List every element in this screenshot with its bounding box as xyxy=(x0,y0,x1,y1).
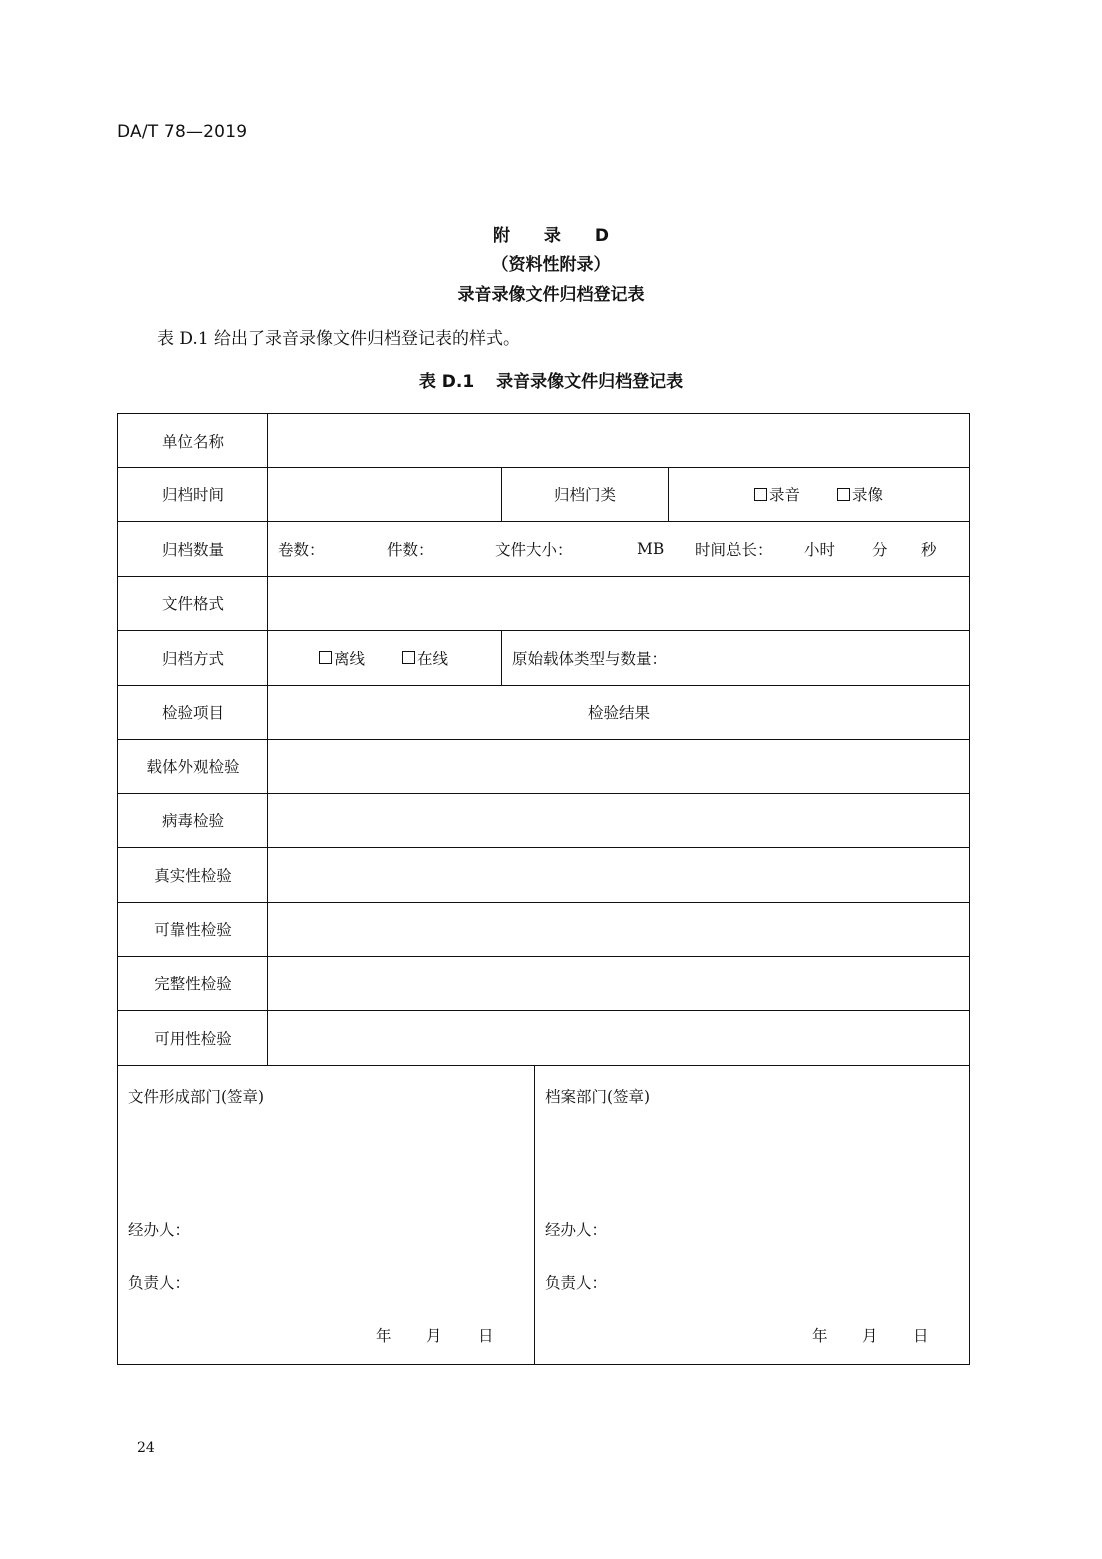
option-video-label: 录像 xyxy=(852,486,884,504)
field-unit-name[interactable] xyxy=(268,414,970,467)
label-file-format: 文件格式 xyxy=(161,595,224,613)
label-check-appearance: 载体外观检验 xyxy=(146,758,240,776)
checkbox-icon xyxy=(402,651,415,664)
field-archive-time[interactable] xyxy=(268,467,501,521)
right-date-year: 年 xyxy=(812,1327,828,1345)
appendix-type: （资料性附录） xyxy=(491,255,611,275)
label-seconds: 秒 xyxy=(921,540,937,559)
appendix-name: 录音录像文件归档登记表 xyxy=(457,285,645,305)
label-check-virus: 病毒检验 xyxy=(161,812,224,830)
row-divider xyxy=(118,1065,969,1066)
label-check-result: 检验结果 xyxy=(587,704,650,722)
option-offline[interactable] xyxy=(319,630,365,685)
option-online[interactable] xyxy=(402,630,448,685)
table-caption xyxy=(0,367,1102,392)
label-total-duration: 时间总长： xyxy=(695,540,773,559)
label-check-reliability: 可靠性检验 xyxy=(154,921,232,939)
option-audio-label: 录音 xyxy=(769,486,801,504)
checkbox-icon xyxy=(837,488,850,501)
label-archive-time: 归档时间 xyxy=(161,486,224,504)
right-responsible-label: 负责人： xyxy=(545,1274,608,1292)
left-dept-seal-label: 文件形成部门(签章) xyxy=(128,1088,265,1106)
label-items: 件数： xyxy=(387,540,434,559)
left-responsible-label: 负责人： xyxy=(128,1274,191,1292)
label-archive-method: 归档方式 xyxy=(161,649,224,668)
left-date-month: 月 xyxy=(426,1327,442,1345)
label-hours: 小时 xyxy=(804,540,836,559)
field-file-format[interactable] xyxy=(268,576,970,630)
label-archive-quantity: 归档数量 xyxy=(161,540,224,559)
right-date-month: 月 xyxy=(862,1327,878,1345)
label-check-item: 检验项目 xyxy=(161,704,224,722)
table-caption-title: 录音录像文件归档登记表 xyxy=(496,372,684,392)
intro-paragraph: 表 D.1 给出了录音录像文件归档登记表的样式。 xyxy=(157,329,521,349)
signature-divider xyxy=(534,1065,535,1365)
label-mb: MB xyxy=(637,539,665,558)
appendix-title: 附 录 D xyxy=(493,226,623,246)
label-archive-category: 归档门类 xyxy=(553,486,616,504)
right-dept-seal-label: 档案部门(签章) xyxy=(545,1088,651,1106)
label-check-authenticity: 真实性检验 xyxy=(154,866,232,885)
table-caption-number: 表 D.1 xyxy=(418,372,475,392)
option-audio[interactable] xyxy=(754,467,800,521)
left-date-year: 年 xyxy=(376,1327,392,1345)
label-unit-name: 单位名称 xyxy=(161,432,224,451)
label-minutes: 分 xyxy=(872,540,888,559)
label-volumes: 卷数： xyxy=(278,540,325,559)
column-divider xyxy=(668,467,669,521)
right-handler-label: 经办人： xyxy=(545,1221,608,1239)
option-video[interactable] xyxy=(837,467,883,521)
registration-form xyxy=(117,413,970,1365)
label-original-carrier: 原始载体类型与数量： xyxy=(512,649,668,668)
page-number: 24 xyxy=(137,1440,155,1456)
label-file-size: 文件大小： xyxy=(495,540,573,559)
option-online-label: 在线 xyxy=(417,649,449,668)
left-date-day: 日 xyxy=(478,1327,494,1345)
right-date-day: 日 xyxy=(913,1327,929,1345)
label-check-usability: 可用性检验 xyxy=(154,1029,232,1048)
label-check-integrity: 完整性检验 xyxy=(154,975,232,993)
column-divider xyxy=(501,630,502,685)
option-offline-label: 离线 xyxy=(334,649,366,668)
checkbox-icon xyxy=(319,651,332,664)
standard-code: DA/T 78—2019 xyxy=(117,122,248,142)
checkbox-icon xyxy=(754,488,767,501)
left-handler-label: 经办人： xyxy=(128,1221,191,1239)
